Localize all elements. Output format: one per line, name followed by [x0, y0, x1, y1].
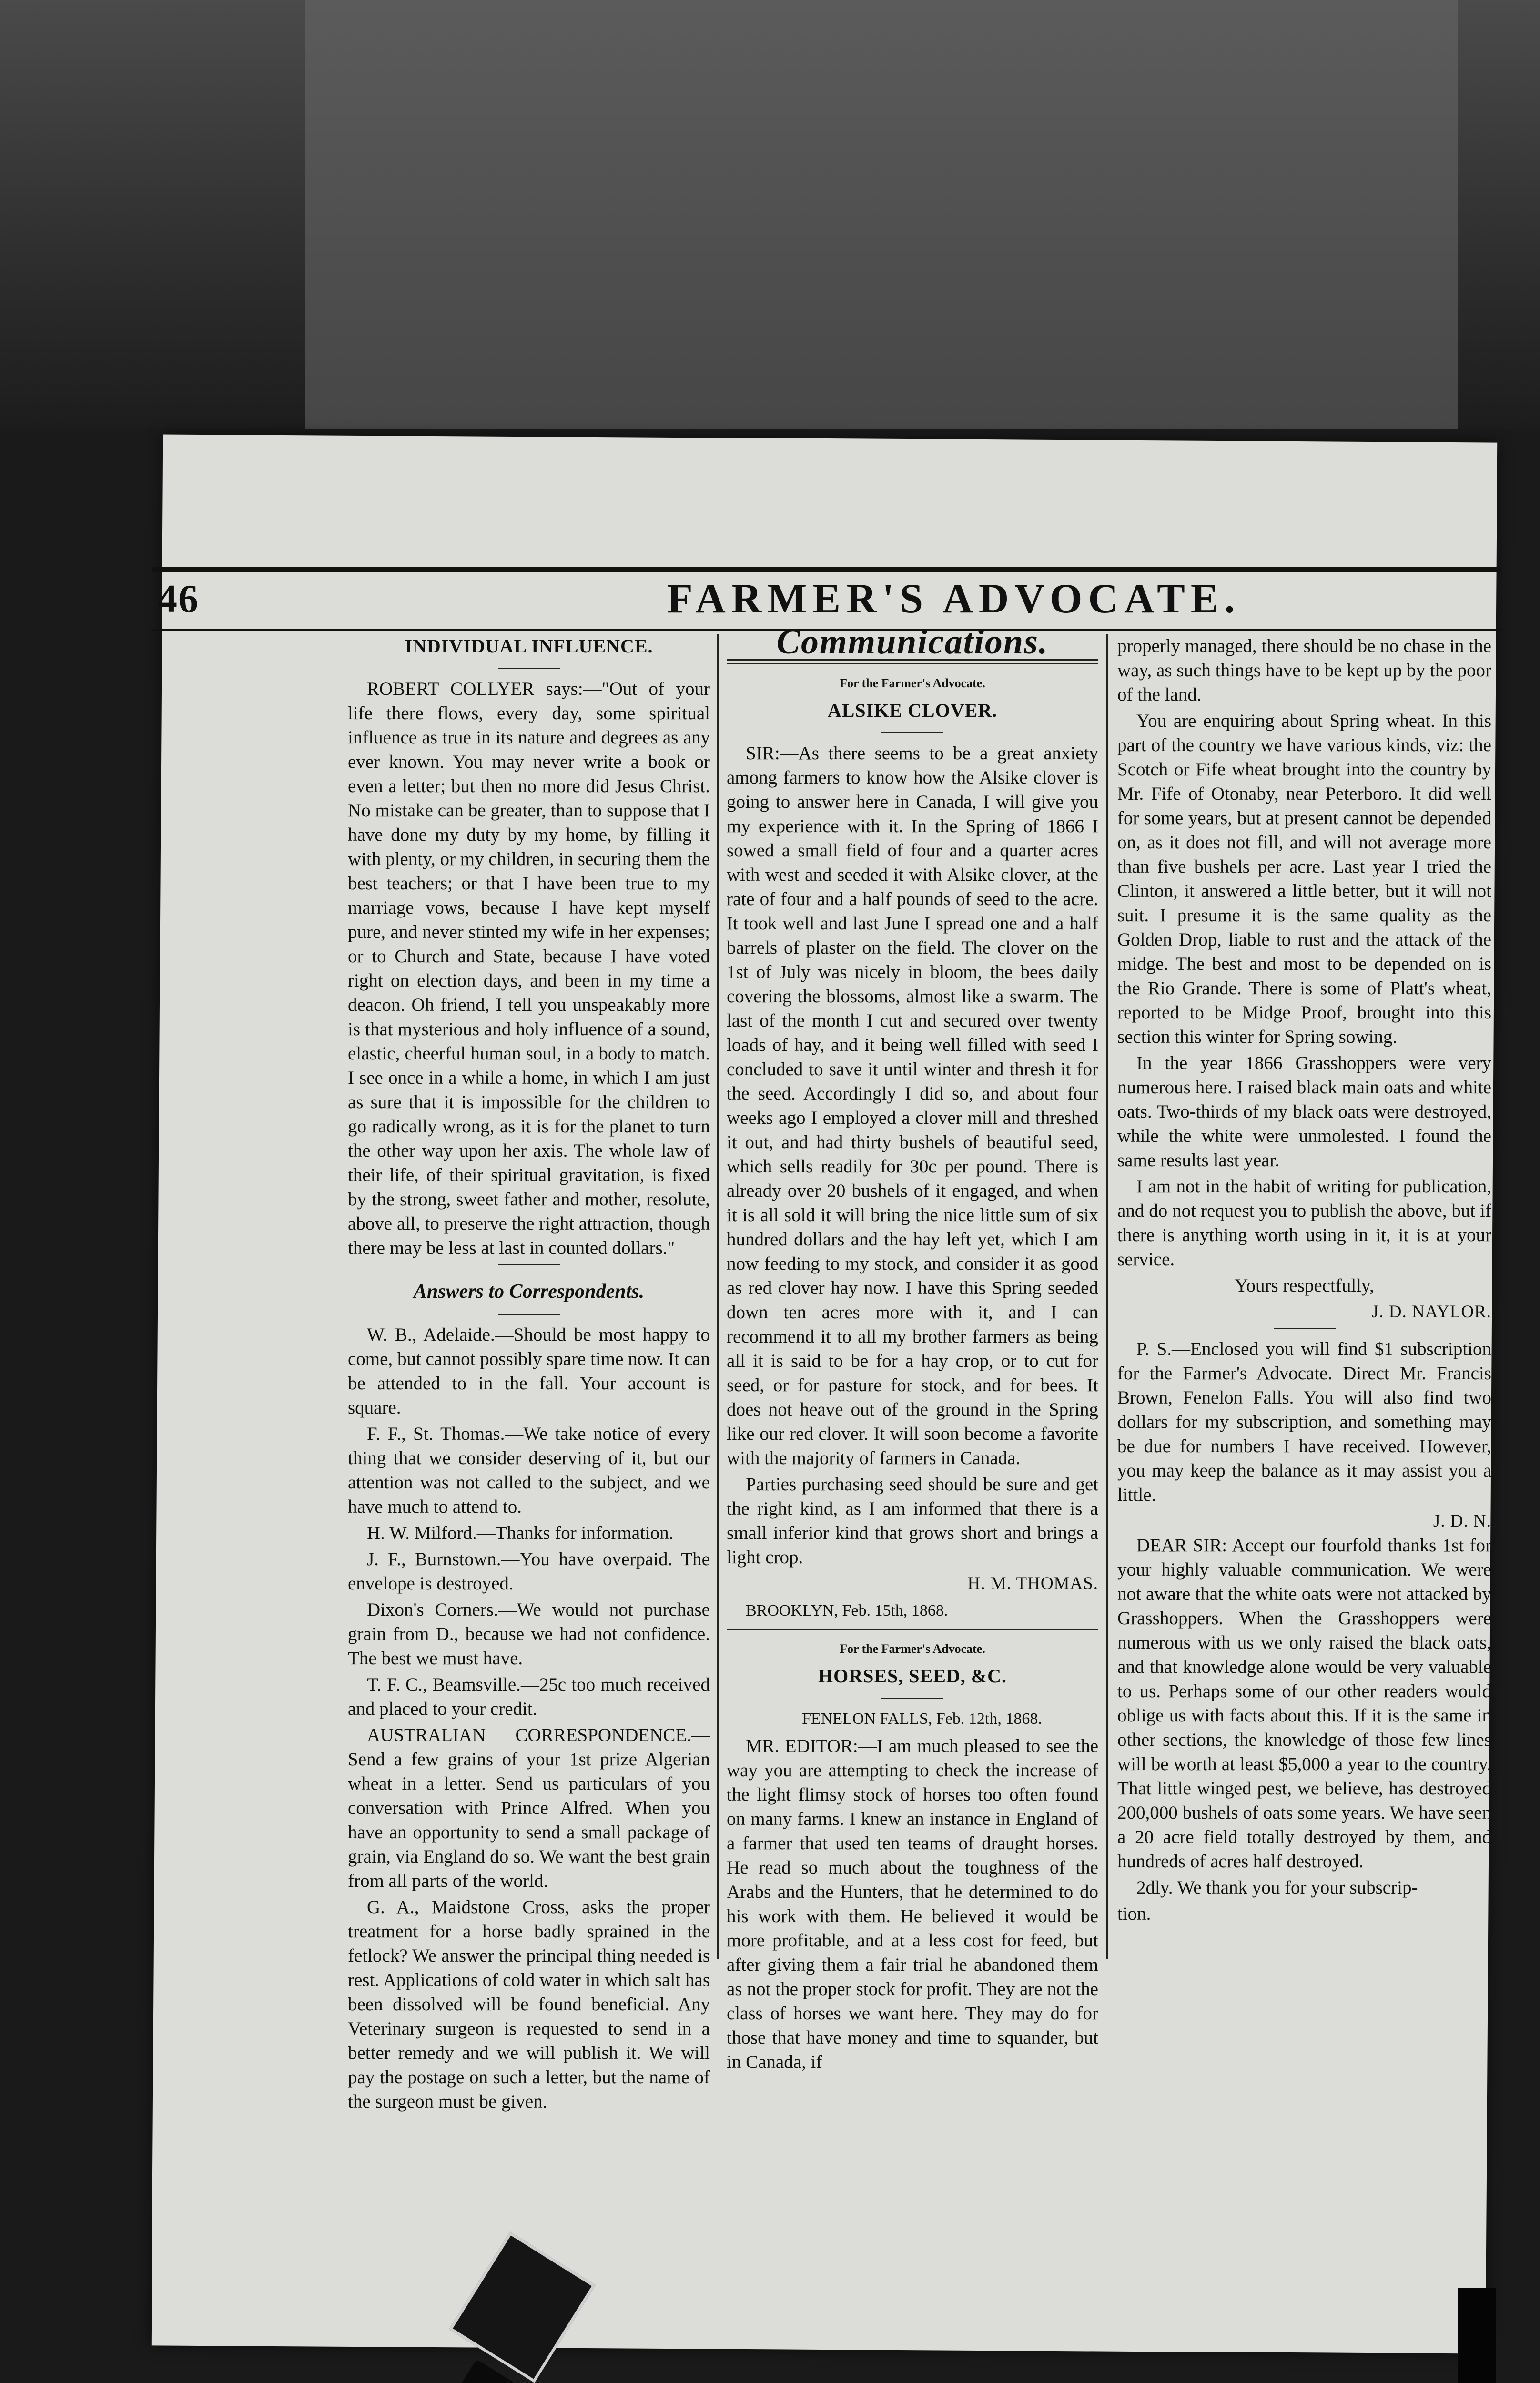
column-3	[1117, 634, 1491, 1978]
scanner-edge	[1458, 2288, 1496, 2383]
holder-bar	[431, 2359, 784, 2383]
divider	[727, 1629, 1098, 1630]
answer-item: H. W. Milford.—Thanks for information.	[367, 1523, 674, 1543]
answer-item: T. F. C., Beamsville.—25c too much received and placed to your credit.	[348, 1674, 710, 1719]
answer-item: Dixon's Corners.—We would not purchase grain from D., because we had not confidence. The best we must have.	[348, 1599, 710, 1669]
column-rule-1	[717, 634, 719, 1959]
not-habit-paragraph: I am not in the habit of writing for publication, and do not request you to publish the above, but if there is anything worth using in it, it is at your service.	[1117, 1176, 1491, 1270]
answer-item: AUSTRALIAN CORRESPONDENCE.—Send a few grains of your 1st prize Algerian wheat in a letter. Send us particulars of you conversation with Prince Alfred. When you have an opportunity to send a small package of grain, via England do so. We want the best grain from all parts of the world.	[348, 1725, 710, 1891]
letter-continuation: properly managed, there should be no chase in the way, as such things have to be kept up by the poor of the land.	[1117, 636, 1491, 705]
answer-item: J. F., Burnstown.—You have overpaid. The envelope is destroyed.	[348, 1549, 710, 1594]
column-rule-2	[1106, 634, 1108, 1959]
horses-seed-heading: HORSES, SEED, &C.	[818, 1665, 1007, 1687]
ps-signature: J. D. N.	[1433, 1511, 1491, 1531]
alsike-signature: H. M. THOMAS.	[967, 1574, 1098, 1593]
divider	[881, 732, 943, 733]
divider	[498, 668, 560, 669]
answer-item: G. A., Maidstone Cross, asks the proper treatment for a horse badly sprained in the fetlock? We answer the principal thing needed is rest. Applications of cold water in which salt has been dissolved will be found beneficial. Any Veterinary surgeon is requested to send in a better remedy and we will publish it. We will pay the postage on such a letter, but the name of the surgeon must be given.	[348, 1897, 710, 2112]
horses-body: MR. EDITOR:—I am much pleased to see the way you are attempting to check the increase of the light flimsy stock of horses too often found on many farms. I knew an instance in England of a farmer that used ten teams of draught horses. He read so much about the toughness of the Arabs and the Hunters, that he determined to do his work with them. He believed it would be more profitable, and at a less cost for feed, but after giving them a fair trial he abandoned them as not the proper stock for profit. They are not the class of horses we want here. They may do for those that have money and time to squander, but in Canada, if	[727, 1736, 1098, 2072]
horses-source-note: For the Farmer's Advocate.	[840, 1642, 985, 1656]
alsike-body: SIR:—As there seems to be a great anxiety among farmers to know how the Alsike clover is going to answer here in Canada, I will give you my experience with it. In the Spring of 1866 I sowed a small field of four and a quarter acres with west and seeded it with Alsike clover, at the rate of four and a half pounds of seed to the acre. It took well and last June I spread one and a half barrels of plaster on the field. The clover on the 1st of July was nicely in bloom, the bees daily covering the blossoms, almost like a swarm. The last of the month I cut and secured over twenty loads of hay, and it being well filled with seed I concluded to save it until winter and thresh it for the seed. Accordingly I did so, and about four weeks ago I employed a clover mill and threshed it out, and had thirty bushels of beautiful seed, which sells readily for 30c per pound. There is already over 20 bushels of it engaged, and when it is all sold it will bring the nice little sum of six hundred dollars and the hay left yet, which I am now feeding to my stock, and consider it as good as red clover hay now. I have this Spring seeded down ten acres more with it, and I can recommend it to all my brother farmers as being all it is said to be for a hay crop, or to cut for seed, or for pasture for stock, and for bees. It does not heave out of the ground in the Spring like our red clover. It will soon become a favorite with the majority of farmers in Canada.	[727, 743, 1098, 1468]
individual-influence-body: ROBERT COLLYER says:—"Out of your life there flows, every day, some spiritual influence as true in its nature and degrees as any ever known. You may never write a book or even a letter; but then no more did Jesus Christ. No mistake can be greater, than to suppose that I have done my duty by my home, by filling it with plenty, or my children, in securing them the best teachers; or that I have been true to my marriage vows, because I have kept myself pure, and never stinted my wife in her expenses; or to Church and State, because I have voted right on election days, and been in my time a deacon. Oh friend, I tell you unspeakably more is that mysterious and holy influence of a sound, elastic, cheerful human soul, in a body to match. I see once in a while a home, in which I am just as sure that it is impossible for the children to go radically wrong, as it is for the planet to turn the other way upon her axis. The whole law of their life, of their spiritual gravitation, is fixed by the strong, sweet father and mother, resolute, above all, to preserve the right attraction, though there may be less at last in counted dollars."	[348, 679, 710, 1258]
alsike-dateline: BROOKLYN, Feb. 15th, 1868.	[746, 1602, 948, 1619]
editor-reply-3: tion.	[1117, 1904, 1151, 1924]
closing: Yours respectfully,	[1235, 1275, 1374, 1296]
individual-influence-heading: INDIVIDUAL INFLUENCE.	[405, 635, 653, 657]
column-2	[727, 622, 1098, 2072]
alsike-clover-heading: ALSIKE CLOVER.	[827, 700, 998, 721]
alsike-body-2: Parties purchasing seed should be sure and get the right kind, as I am informed that there is a small inferior kind that grows short and brings a light crop.	[727, 1474, 1098, 1568]
naylor-signature: J. D. NAYLOR.	[1371, 1302, 1491, 1322]
spring-wheat-paragraph: You are enquiring about Spring wheat. In this part of the country we have various kinds, viz: the Scotch or Fife wheat brought into the country by Mr. Fife of Otonaby, near Peterboro. It did well for some years, but at present cannot be depended on, as it does not fill, and will not average more than five bushels per acre. Last year I tried the Clinton, it answered a little better, but it will not suit. I presume it is the same quality as the Golden Drop, liable to rust and the attack of the midge. The best and most to be depended on is the Rio Grande. There is some of Platt's wheat, reported to be Midge Proof, brought into this section this winter for Spring sowing.	[1117, 711, 1491, 1047]
answer-item: W. B., Adelaide.—Should be most happy to come, but cannot possibly spare time now. It can be attended to in the fall. Your account is square.	[348, 1324, 710, 1418]
answers-heading: Answers to Correspondents.	[413, 1281, 645, 1303]
paper-title: FARMER'S ADVOCATE.	[667, 576, 1241, 622]
postscript: P. S.—Enclosed you will find $1 subscription for the Farmer's Advocate. Direct Mr. Francis Brown, Fenelon Falls. You will also find two dollars for my subscription, and something may be due for numbers I have received. However, you may keep the balance as it may assist you a little.	[1117, 1339, 1491, 1505]
page-number: 46	[157, 577, 199, 621]
divider	[1274, 1328, 1336, 1329]
divider	[498, 1314, 560, 1315]
alsike-source-note: For the Farmer's Advocate.	[840, 676, 985, 690]
grasshoppers-paragraph: In the year 1866 Grasshoppers were very numerous here. I raised black main oats and white oats. Two-thirds of my black oats were destroyed, while the white were unmolested. I found the same results last year.	[1117, 1053, 1491, 1171]
horses-dateline: FENELON FALLS, Feb. 12th, 1868.	[802, 1710, 1042, 1728]
masthead	[152, 567, 1501, 631]
previous-sheet-shadow	[305, 0, 1458, 429]
divider	[498, 1264, 560, 1265]
answer-item: F. F., St. Thomas.—We take notice of every thing that we consider deserving of it, but our attention was not called to the subject, and we have much to attend to.	[348, 1424, 710, 1517]
editor-reply-2: 2dly. We thank you for your subscrip-	[1136, 1877, 1418, 1898]
editor-reply: DEAR SIR: Accept our fourfold thanks 1st for your highly valuable communication. We were not aware that the white oats were not attacked by Grasshoppers. When the Grasshoppers were numerous with us we only raised the black oats, and that knowledge alone would be very valuable to us. Perhaps some of our other readers would oblige us with facts about this. If it is the same in other sections, the knowledge of those few lines will be worth at least $5,000 a year to the country. That little winged pest, we believe, has destroyed 200,000 bushels of oats some years. We have seen a 20 acre field totally destroyed by them, and hundreds of acres half destroyed.	[1117, 1535, 1491, 1872]
column-1	[348, 634, 710, 2112]
communications-heading: Communications.	[776, 622, 1049, 662]
divider	[881, 1698, 943, 1699]
